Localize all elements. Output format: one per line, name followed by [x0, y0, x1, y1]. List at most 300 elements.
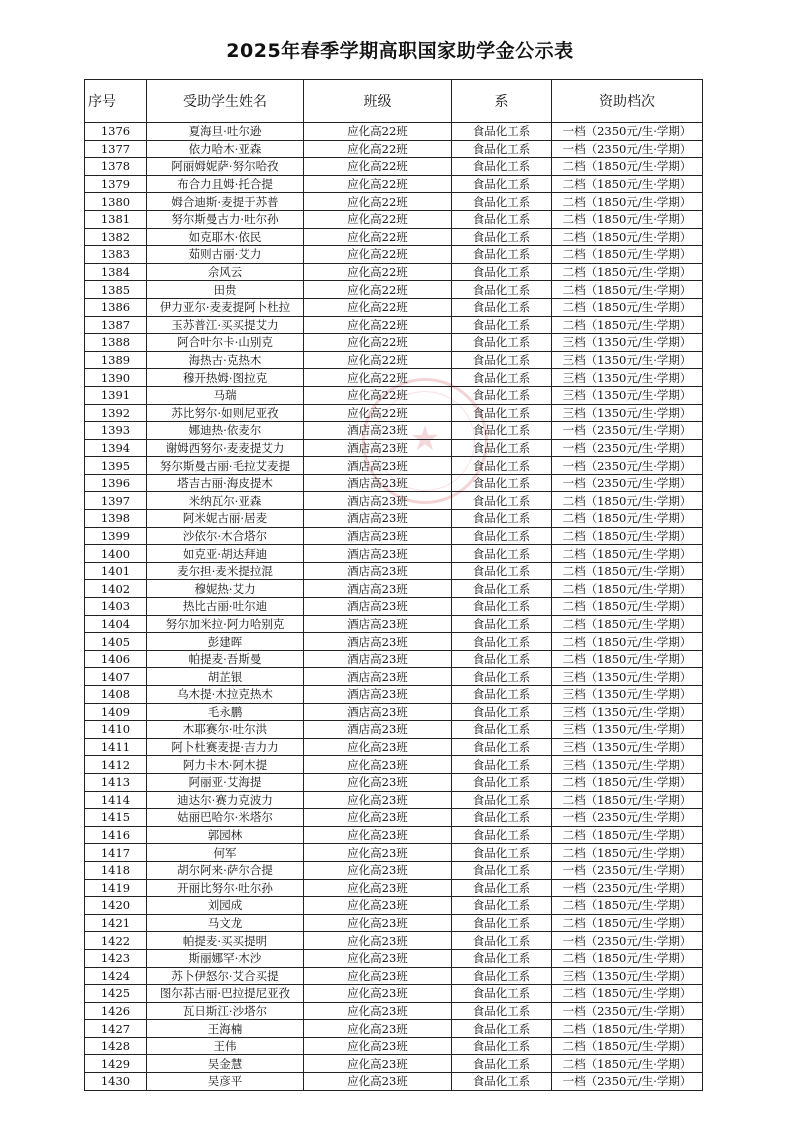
header-class: 班级	[304, 80, 452, 123]
cell-grant-level: 二档（1850元/生·学期）	[552, 826, 703, 844]
cell-class: 应化高22班	[304, 140, 452, 158]
cell-department: 食品化工系	[452, 175, 552, 193]
cell-grant-level: 二档（1850元/生·学期）	[552, 773, 703, 791]
table-row	[85, 1073, 703, 1091]
cell-grant-level: 二档（1850元/生·学期）	[552, 210, 703, 228]
cell-seq: 1382	[85, 228, 147, 246]
cell-department: 食品化工系	[452, 457, 552, 475]
table-row	[85, 422, 703, 440]
table-row	[85, 773, 703, 791]
table-row	[85, 228, 703, 246]
cell-grant-level: 二档（1850元/生·学期）	[552, 914, 703, 932]
cell-seq: 1381	[85, 210, 147, 228]
cell-grant-level: 一档（2350元/生·学期）	[552, 932, 703, 950]
cell-grant-level: 一档（2350元/生·学期）	[552, 809, 703, 827]
table-row	[85, 210, 703, 228]
cell-seq: 1423	[85, 949, 147, 967]
cell-student-name: 斯丽娜罕·木沙	[147, 949, 304, 967]
cell-department: 食品化工系	[452, 985, 552, 1003]
cell-grant-level: 三档（1350元/生·学期）	[552, 738, 703, 756]
cell-class: 应化高22班	[304, 263, 452, 281]
cell-department: 食品化工系	[452, 123, 552, 141]
table-row	[85, 510, 703, 528]
cell-student-name: 吴金慧	[147, 1055, 304, 1073]
table-row	[85, 404, 703, 422]
cell-department: 食品化工系	[452, 897, 552, 915]
table-row	[85, 703, 703, 721]
cell-seq: 1390	[85, 369, 147, 387]
cell-grant-level: 二档（1850元/生·学期）	[552, 1037, 703, 1055]
cell-department: 食品化工系	[452, 210, 552, 228]
cell-department: 食品化工系	[452, 844, 552, 862]
table-row	[85, 298, 703, 316]
cell-department: 食品化工系	[452, 1020, 552, 1038]
table-row	[85, 861, 703, 879]
cell-department: 食品化工系	[452, 721, 552, 739]
cell-student-name: 何军	[147, 844, 304, 862]
cell-department: 食品化工系	[452, 351, 552, 369]
cell-grant-level: 二档（1850元/生·学期）	[552, 492, 703, 510]
cell-seq: 1392	[85, 404, 147, 422]
cell-class: 应化高23班	[304, 879, 452, 897]
cell-seq: 1406	[85, 650, 147, 668]
cell-department: 食品化工系	[452, 914, 552, 932]
cell-department: 食品化工系	[452, 650, 552, 668]
cell-department: 食品化工系	[452, 668, 552, 686]
cell-class: 应化高23班	[304, 738, 452, 756]
cell-class: 酒店高23班	[304, 527, 452, 545]
cell-class: 应化高23班	[304, 1002, 452, 1020]
cell-class: 应化高22班	[304, 316, 452, 334]
table-row	[85, 1037, 703, 1055]
cell-class: 应化高23班	[304, 1020, 452, 1038]
table-row	[85, 615, 703, 633]
table-row	[85, 334, 703, 352]
cell-grant-level: 二档（1850元/生·学期）	[552, 791, 703, 809]
cell-class: 应化高22班	[304, 334, 452, 352]
cell-seq: 1399	[85, 527, 147, 545]
cell-grant-level: 三档（1350元/生·学期）	[552, 967, 703, 985]
cell-department: 食品化工系	[452, 580, 552, 598]
table-row	[85, 492, 703, 510]
cell-class: 应化高23班	[304, 985, 452, 1003]
table-row	[85, 721, 703, 739]
cell-department: 食品化工系	[452, 826, 552, 844]
cell-department: 食品化工系	[452, 879, 552, 897]
cell-department: 食品化工系	[452, 492, 552, 510]
cell-seq: 1408	[85, 686, 147, 704]
cell-seq: 1389	[85, 351, 147, 369]
cell-class: 应化高23班	[304, 932, 452, 950]
cell-seq: 1394	[85, 439, 147, 457]
cell-department: 食品化工系	[452, 404, 552, 422]
cell-seq: 1425	[85, 985, 147, 1003]
cell-department: 食品化工系	[452, 439, 552, 457]
cell-student-name: 穆妮热·艾力	[147, 580, 304, 598]
cell-seq: 1380	[85, 193, 147, 211]
table-row	[85, 826, 703, 844]
table-row	[85, 1002, 703, 1020]
cell-grant-level: 二档（1850元/生·学期）	[552, 158, 703, 176]
table-header-row	[85, 80, 703, 123]
cell-grant-level: 二档（1850元/生·学期）	[552, 949, 703, 967]
cell-student-name: 依力哈木·亚森	[147, 140, 304, 158]
cell-seq: 1429	[85, 1055, 147, 1073]
cell-student-name: 沙依尔·木合塔尔	[147, 527, 304, 545]
cell-class: 应化高22班	[304, 404, 452, 422]
cell-grant-level: 二档（1850元/生·学期）	[552, 316, 703, 334]
cell-seq: 1391	[85, 386, 147, 404]
cell-class: 应化高23班	[304, 756, 452, 774]
cell-seq: 1418	[85, 861, 147, 879]
table-row	[85, 140, 703, 158]
cell-seq: 1412	[85, 756, 147, 774]
cell-department: 食品化工系	[452, 386, 552, 404]
table-row	[85, 123, 703, 141]
cell-grant-level: 三档（1350元/生·学期）	[552, 404, 703, 422]
cell-student-name: 茹则古丽·艾力	[147, 246, 304, 264]
cell-class: 应化高22班	[304, 246, 452, 264]
table-row	[85, 351, 703, 369]
table-row	[85, 527, 703, 545]
cell-seq: 1383	[85, 246, 147, 264]
table-row	[85, 369, 703, 387]
cell-student-name: 迪达尔·赛力克波力	[147, 791, 304, 809]
cell-student-name: 帕提麦·买买提明	[147, 932, 304, 950]
cell-grant-level: 三档（1350元/生·学期）	[552, 386, 703, 404]
table-row	[85, 914, 703, 932]
cell-department: 食品化工系	[452, 598, 552, 616]
table-row	[85, 158, 703, 176]
table-row	[85, 879, 703, 897]
cell-grant-level: 二档（1850元/生·学期）	[552, 510, 703, 528]
cell-seq: 1422	[85, 932, 147, 950]
cell-grant-level: 二档（1850元/生·学期）	[552, 897, 703, 915]
cell-student-name: 苏比努尔·如则尼亚孜	[147, 404, 304, 422]
cell-department: 食品化工系	[452, 263, 552, 281]
cell-grant-level: 一档（2350元/生·学期）	[552, 140, 703, 158]
cell-seq: 1376	[85, 123, 147, 141]
cell-student-name: 谢姆西努尔·麦麦提艾力	[147, 439, 304, 457]
cell-department: 食品化工系	[452, 422, 552, 440]
cell-student-name: 田贵	[147, 281, 304, 299]
cell-seq: 1421	[85, 914, 147, 932]
cell-student-name: 彭建晖	[147, 633, 304, 651]
cell-student-name: 布合力且姆·托合提	[147, 175, 304, 193]
cell-class: 酒店高23班	[304, 580, 452, 598]
table-row	[85, 474, 703, 492]
table-row	[85, 386, 703, 404]
cell-student-name: 阿丽姆妮萨·努尔哈孜	[147, 158, 304, 176]
table-row	[85, 791, 703, 809]
cell-seq: 1410	[85, 721, 147, 739]
cell-class: 应化高23班	[304, 773, 452, 791]
cell-seq: 1409	[85, 703, 147, 721]
cell-student-name: 瓦日斯江·沙塔尔	[147, 1002, 304, 1020]
cell-grant-level: 一档（2350元/生·学期）	[552, 474, 703, 492]
cell-department: 食品化工系	[452, 756, 552, 774]
cell-grant-level: 三档（1350元/生·学期）	[552, 686, 703, 704]
cell-grant-level: 二档（1850元/生·学期）	[552, 633, 703, 651]
cell-seq: 1387	[85, 316, 147, 334]
cell-seq: 1385	[85, 281, 147, 299]
cell-class: 酒店高23班	[304, 562, 452, 580]
cell-student-name: 帕提麦·吾斯曼	[147, 650, 304, 668]
cell-class: 应化高23班	[304, 914, 452, 932]
cell-student-name: 王海楠	[147, 1020, 304, 1038]
header-student-name: 受助学生姓名	[147, 80, 304, 123]
cell-seq: 1396	[85, 474, 147, 492]
cell-class: 酒店高23班	[304, 615, 452, 633]
cell-student-name: 塔吉古丽·海皮提木	[147, 474, 304, 492]
cell-class: 应化高22班	[304, 369, 452, 387]
cell-class: 应化高22班	[304, 228, 452, 246]
cell-seq: 1379	[85, 175, 147, 193]
cell-grant-level: 二档（1850元/生·学期）	[552, 545, 703, 563]
cell-student-name: 佘风云	[147, 263, 304, 281]
cell-seq: 1414	[85, 791, 147, 809]
cell-grant-level: 二档（1850元/生·学期）	[552, 281, 703, 299]
cell-student-name: 麦尔担·麦米提拉混	[147, 562, 304, 580]
table-row	[85, 756, 703, 774]
cell-seq: 1378	[85, 158, 147, 176]
cell-grant-level: 二档（1850元/生·学期）	[552, 527, 703, 545]
cell-department: 食品化工系	[452, 686, 552, 704]
table-row	[85, 281, 703, 299]
cell-department: 食品化工系	[452, 228, 552, 246]
cell-grant-level: 一档（2350元/生·学期）	[552, 422, 703, 440]
cell-student-name: 阿合叶尔卡·山别克	[147, 334, 304, 352]
cell-grant-level: 一档（2350元/生·学期）	[552, 861, 703, 879]
cell-seq: 1405	[85, 633, 147, 651]
table-row	[85, 545, 703, 563]
cell-department: 食品化工系	[452, 474, 552, 492]
cell-department: 食品化工系	[452, 527, 552, 545]
table-row	[85, 650, 703, 668]
cell-seq: 1416	[85, 826, 147, 844]
cell-department: 食品化工系	[452, 615, 552, 633]
cell-class: 酒店高23班	[304, 703, 452, 721]
cell-grant-level: 一档（2350元/生·学期）	[552, 1002, 703, 1020]
cell-student-name: 努尔斯曼古力·吐尔孙	[147, 210, 304, 228]
cell-class: 酒店高23班	[304, 510, 452, 528]
cell-grant-level: 二档（1850元/生·学期）	[552, 1055, 703, 1073]
cell-grant-level: 二档（1850元/生·学期）	[552, 562, 703, 580]
cell-seq: 1400	[85, 545, 147, 563]
table-row	[85, 844, 703, 862]
cell-department: 食品化工系	[452, 246, 552, 264]
cell-grant-level: 二档（1850元/生·学期）	[552, 985, 703, 1003]
cell-seq: 1398	[85, 510, 147, 528]
cell-class: 应化高22班	[304, 193, 452, 211]
cell-seq: 1430	[85, 1073, 147, 1091]
cell-department: 食品化工系	[452, 298, 552, 316]
cell-grant-level: 三档（1350元/生·学期）	[552, 668, 703, 686]
table-row	[85, 738, 703, 756]
cell-student-name: 阿米妮古丽·居麦	[147, 510, 304, 528]
cell-student-name: 热比古丽·吐尔迪	[147, 598, 304, 616]
cell-class: 应化高23班	[304, 1073, 452, 1091]
cell-seq: 1402	[85, 580, 147, 598]
seal-star-icon: ★	[409, 419, 441, 459]
cell-class: 应化高23班	[304, 826, 452, 844]
table-row	[85, 686, 703, 704]
cell-class: 酒店高23班	[304, 492, 452, 510]
cell-class: 酒店高23班	[304, 439, 452, 457]
cell-department: 食品化工系	[452, 140, 552, 158]
cell-student-name: 阿丽亚·艾海提	[147, 773, 304, 791]
cell-class: 酒店高23班	[304, 686, 452, 704]
header-seq: 序号	[85, 80, 147, 123]
cell-student-name: 娜迪热·依麦尔	[147, 422, 304, 440]
cell-student-name: 阿卜杜赛麦提·吉力力	[147, 738, 304, 756]
cell-seq: 1415	[85, 809, 147, 827]
cell-class: 应化高22班	[304, 210, 452, 228]
cell-department: 食品化工系	[452, 703, 552, 721]
cell-student-name: 乌木提·木拉克热木	[147, 686, 304, 704]
table-row	[85, 316, 703, 334]
cell-seq: 1395	[85, 457, 147, 475]
cell-class: 应化高23班	[304, 967, 452, 985]
cell-seq: 1419	[85, 879, 147, 897]
cell-grant-level: 二档（1850元/生·学期）	[552, 246, 703, 264]
cell-class: 应化高22班	[304, 123, 452, 141]
cell-class: 酒店高23班	[304, 668, 452, 686]
cell-grant-level: 二档（1850元/生·学期）	[552, 175, 703, 193]
table-row	[85, 246, 703, 264]
table-row	[85, 1055, 703, 1073]
table-row	[85, 985, 703, 1003]
cell-grant-level: 三档（1350元/生·学期）	[552, 334, 703, 352]
cell-class: 应化高22班	[304, 158, 452, 176]
cell-student-name: 海热古·克热木	[147, 351, 304, 369]
cell-department: 食品化工系	[452, 861, 552, 879]
cell-department: 食品化工系	[452, 773, 552, 791]
cell-student-name: 努尔加米拉·阿力哈别克	[147, 615, 304, 633]
cell-department: 食品化工系	[452, 932, 552, 950]
cell-grant-level: 二档（1850元/生·学期）	[552, 263, 703, 281]
cell-class: 酒店高23班	[304, 650, 452, 668]
cell-grant-level: 三档（1350元/生·学期）	[552, 703, 703, 721]
cell-grant-level: 三档（1350元/生·学期）	[552, 369, 703, 387]
cell-class: 酒店高23班	[304, 474, 452, 492]
table-row	[85, 193, 703, 211]
cell-class: 应化高22班	[304, 386, 452, 404]
cell-student-name: 王伟	[147, 1037, 304, 1055]
cell-seq: 1386	[85, 298, 147, 316]
table-row	[85, 598, 703, 616]
cell-student-name: 郭园林	[147, 826, 304, 844]
table-row	[85, 457, 703, 475]
page-title: 2025年春季学期高职国家助学金公示表	[226, 40, 574, 62]
cell-grant-level: 二档（1850元/生·学期）	[552, 298, 703, 316]
header-department: 系	[452, 80, 552, 123]
table-row	[85, 932, 703, 950]
cell-class: 应化高23班	[304, 809, 452, 827]
cell-class: 酒店高23班	[304, 598, 452, 616]
cell-student-name: 毛永鹏	[147, 703, 304, 721]
table-body	[85, 123, 703, 1091]
cell-department: 食品化工系	[452, 633, 552, 651]
cell-seq: 1393	[85, 422, 147, 440]
cell-department: 食品化工系	[452, 1055, 552, 1073]
cell-department: 食品化工系	[452, 510, 552, 528]
cell-student-name: 苏卜伊怒尔·艾合买提	[147, 967, 304, 985]
cell-grant-level: 一档（2350元/生·学期）	[552, 1073, 703, 1091]
cell-seq: 1417	[85, 844, 147, 862]
table-row	[85, 967, 703, 985]
table-row	[85, 633, 703, 651]
cell-department: 食品化工系	[452, 1002, 552, 1020]
table-row	[85, 263, 703, 281]
cell-seq: 1404	[85, 615, 147, 633]
cell-student-name: 如克亚·胡达拜迪	[147, 545, 304, 563]
cell-seq: 1401	[85, 562, 147, 580]
cell-grant-level: 一档（2350元/生·学期）	[552, 123, 703, 141]
header-grant-level: 资助档次	[552, 80, 703, 123]
cell-student-name: 胡芷银	[147, 668, 304, 686]
cell-grant-level: 一档（2350元/生·学期）	[552, 439, 703, 457]
cell-student-name: 图尔荪古丽·巴拉提尼亚孜	[147, 985, 304, 1003]
cell-grant-level: 三档（1350元/生·学期）	[552, 351, 703, 369]
cell-class: 应化高23班	[304, 1055, 452, 1073]
table-row	[85, 580, 703, 598]
cell-class: 酒店高23班	[304, 457, 452, 475]
table-row	[85, 809, 703, 827]
cell-class: 酒店高23班	[304, 721, 452, 739]
cell-department: 食品化工系	[452, 316, 552, 334]
cell-department: 食品化工系	[452, 809, 552, 827]
cell-student-name: 开丽比努尔·吐尔孙	[147, 879, 304, 897]
cell-seq: 1420	[85, 897, 147, 915]
cell-department: 食品化工系	[452, 949, 552, 967]
cell-class: 应化高23班	[304, 861, 452, 879]
table-row	[85, 668, 703, 686]
cell-student-name: 吴彦平	[147, 1073, 304, 1091]
cell-seq: 1411	[85, 738, 147, 756]
cell-grant-level: 一档（2350元/生·学期）	[552, 457, 703, 475]
cell-seq: 1413	[85, 773, 147, 791]
table-row	[85, 897, 703, 915]
cell-class: 应化高23班	[304, 897, 452, 915]
cell-department: 食品化工系	[452, 1073, 552, 1091]
cell-department: 食品化工系	[452, 967, 552, 985]
cell-class: 应化高22班	[304, 175, 452, 193]
cell-department: 食品化工系	[452, 334, 552, 352]
table-row	[85, 439, 703, 457]
cell-grant-level: 二档（1850元/生·学期）	[552, 228, 703, 246]
cell-seq: 1428	[85, 1037, 147, 1055]
cell-seq: 1388	[85, 334, 147, 352]
cell-department: 食品化工系	[452, 562, 552, 580]
cell-student-name: 米纳瓦尔·亚森	[147, 492, 304, 510]
cell-seq: 1403	[85, 598, 147, 616]
cell-student-name: 阿力卡木·阿木提	[147, 756, 304, 774]
cell-grant-level: 一档（2350元/生·学期）	[552, 879, 703, 897]
grant-table	[84, 79, 703, 1091]
cell-grant-level: 二档（1850元/生·学期）	[552, 580, 703, 598]
table-row	[85, 175, 703, 193]
table-row	[85, 1020, 703, 1038]
cell-department: 食品化工系	[452, 369, 552, 387]
table-row	[85, 562, 703, 580]
cell-grant-level: 三档（1350元/生·学期）	[552, 756, 703, 774]
table-row	[85, 949, 703, 967]
cell-student-name: 马文龙	[147, 914, 304, 932]
cell-department: 食品化工系	[452, 545, 552, 563]
cell-student-name: 马瑞	[147, 386, 304, 404]
cell-seq: 1397	[85, 492, 147, 510]
